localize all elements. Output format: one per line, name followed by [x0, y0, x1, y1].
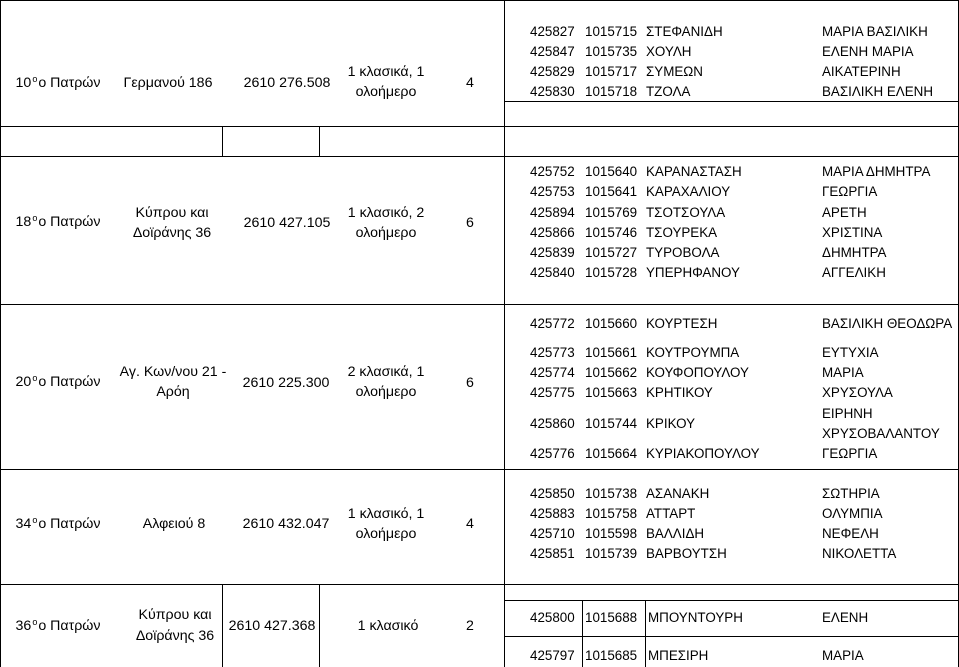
- student-code: 1015660: [585, 316, 638, 331]
- student-code: 1015739: [585, 546, 638, 561]
- school-phone: 2610 427.368: [228, 618, 316, 634]
- school-address: Κύπρου και: [138, 607, 212, 623]
- student-firstname: ΔΗΜΗΤΡΑ: [822, 245, 887, 260]
- row-border: [0, 304, 959, 305]
- student-count: 4: [466, 75, 474, 91]
- school-classes-2: ολοήμερο: [355, 526, 417, 542]
- student-surname: ΤΣΟΤΣΟΥΛΑ: [646, 205, 726, 220]
- student-id: 425772: [530, 316, 575, 331]
- student-code: 1015758: [585, 506, 638, 521]
- student-count: 2: [466, 618, 474, 634]
- school-classes-2: ολοήμερο: [355, 225, 417, 241]
- row-border: [0, 584, 959, 585]
- student-code: 1015718: [585, 84, 638, 99]
- student-surname: ΜΠΕΣΙΡΗ: [648, 648, 709, 663]
- student-id: 425839: [530, 245, 575, 260]
- school-address: Αλφειού 8: [142, 516, 206, 532]
- student-id: 425894: [530, 205, 575, 220]
- student-code: 1015663: [585, 385, 638, 400]
- student-firstname: ΝΕΦΕΛΗ: [822, 526, 879, 541]
- student-firstname: ΜΑΡΙΑ ΒΑΣΙΛΙΚΗ: [822, 24, 928, 39]
- student-count: 6: [466, 375, 474, 391]
- school-number: 34: [15, 516, 32, 532]
- student-surname: ΒΑΛΛΙΔΗ: [646, 526, 705, 541]
- student-code: 1015738: [585, 486, 638, 501]
- student-id: 425800: [530, 610, 575, 625]
- student-code: 1015598: [585, 526, 638, 541]
- student-firstname: ΟΛΥΜΠΙΑ: [822, 506, 883, 521]
- student-surname: ΧΟΥΛΗ: [646, 44, 692, 59]
- student-id: 425774: [530, 365, 575, 380]
- student-code: 1015769: [585, 205, 638, 220]
- student-firstname: ΣΩΤΗΡΙΑ: [822, 486, 880, 501]
- student-firstname: ΝΙΚΟΛΕΤΤΑ: [822, 546, 897, 561]
- school-address-2: Αρόη: [156, 384, 190, 400]
- row-border: [504, 600, 959, 601]
- school-suffix: ο Πατρών: [38, 374, 101, 390]
- student-surname: ΚΟΥΡΤΕΣΗ: [646, 316, 718, 331]
- school-classes: 1 κλασικό: [357, 618, 419, 634]
- row-border: [504, 101, 959, 102]
- student-surname: ΣΤΕΦΑΝΙΔΗ: [646, 24, 723, 39]
- student-id: 425851: [530, 546, 575, 561]
- student-surname: ΜΠΟΥΝΤΟΥΡΗ: [648, 610, 743, 625]
- col-border: [319, 584, 320, 667]
- student-surname: ΣΥΜΕΩΝ: [646, 64, 703, 79]
- student-firstname: ΕΙΡΗΝΗ: [822, 406, 873, 421]
- student-firstname: ΑΙΚΑΤΕΡΙΝΗ: [822, 64, 901, 79]
- school-classes: 1 κλασικό, 1: [347, 506, 425, 522]
- row-border: [0, 156, 959, 157]
- student-count: 4: [466, 516, 474, 532]
- row-border: [504, 636, 959, 637]
- student-firstname: ΑΓΓΕΛΙΚΗ: [822, 265, 886, 280]
- col-border: [504, 0, 505, 667]
- student-surname: ΑΣΑΝΑΚΗ: [646, 486, 710, 501]
- school-suffix: ο Πατρών: [38, 75, 101, 91]
- student-surname: ΚΥΡΙΑΚΟΠΟΥΛΟΥ: [646, 446, 760, 461]
- student-id: 425829: [530, 64, 575, 79]
- school-classes: 2 κλασικά, 1: [347, 364, 425, 380]
- student-code: 1015717: [585, 64, 638, 79]
- student-firstname: ΓΕΩΡΓΙΑ: [822, 446, 878, 461]
- student-id: 425753: [530, 184, 575, 199]
- school-suffix: ο Πατρών: [38, 618, 101, 634]
- student-id: 425883: [530, 506, 575, 521]
- student-code: 1015746: [585, 225, 638, 240]
- school-name: $36^oo$ Πατρών: [15, 617, 101, 634]
- student-surname: ΑΤΤΑΡΤ: [646, 506, 696, 521]
- student-code: 1015685: [585, 648, 638, 663]
- student-code: 1015661: [585, 345, 638, 360]
- student-firstname: ΕΛΕΝΗ ΜΑΡΙΑ: [822, 44, 914, 59]
- student-id: 425776: [530, 446, 575, 461]
- student-surname: ΚΟΥΤΡΟΥΜΠΑ: [646, 345, 740, 360]
- student-firstname: ΒΑΣΙΛΙΚΗ ΕΛΕΝΗ: [822, 84, 933, 99]
- school-address: Γερμανού 186: [123, 75, 213, 91]
- student-code: 1015727: [585, 245, 638, 260]
- col-border: [0, 0, 1, 667]
- student-code: 1015664: [585, 446, 638, 461]
- student-code: 1015688: [585, 610, 638, 625]
- school-classes-2: ολοήμερο: [355, 84, 417, 100]
- student-id: 425827: [530, 24, 575, 39]
- student-code: 1015728: [585, 265, 638, 280]
- row-border: [0, 469, 959, 470]
- student-id: 425840: [530, 265, 575, 280]
- col-border: [222, 584, 223, 667]
- school-classes: 1 κλασικά, 1: [347, 64, 425, 80]
- student-id: 425847: [530, 44, 575, 59]
- student-firstname: ΜΑΡΙΑ: [822, 648, 864, 663]
- school-phone: 2610 432.047: [242, 516, 330, 532]
- student-surname: ΤΥΡΟΒΟΛΑ: [646, 245, 720, 260]
- school-phone: 2610 225.300: [242, 375, 330, 391]
- school-number: 36: [15, 618, 32, 634]
- school-phone: 2610 276.508: [243, 75, 331, 91]
- school-number: 20: [15, 374, 32, 390]
- school-classes: 1 κλασικό, 2: [347, 205, 425, 221]
- school-classes-2: ολοήμερο: [355, 384, 417, 400]
- student-surname: ΚΑΡΑΝΑΣΤΑΣΗ: [646, 164, 742, 179]
- student-surname: ΒΑΡΒΟΥΤΣΗ: [646, 546, 727, 561]
- student-firstname: ΜΑΡΙΑ ΔΗΜΗΤΡΑ: [822, 164, 931, 179]
- student-count: 6: [466, 215, 474, 231]
- col-border: [645, 600, 646, 667]
- student-surname: ΚΑΡΑΧΑΛΙΟΥ: [646, 184, 731, 199]
- student-code: 1015662: [585, 365, 638, 380]
- school-name: $20^oo$ Πατρών: [15, 373, 101, 390]
- col-border: [222, 126, 223, 156]
- student-id: 425797: [530, 648, 575, 663]
- student-firstname: ΕΥΤΥΧΙΑ: [822, 345, 879, 360]
- student-code: 1015640: [585, 164, 638, 179]
- row-border: [0, 0, 959, 1]
- school-suffix: ο Πατρών: [38, 214, 101, 230]
- student-id: 425773: [530, 345, 575, 360]
- school-number: 10: [15, 75, 32, 91]
- student-firstname: ΓΕΩΡΓΙΑ: [822, 184, 878, 199]
- col-border: [582, 600, 583, 667]
- student-code: 1015744: [585, 416, 638, 431]
- student-firstname: ΕΛΕΝΗ: [822, 610, 869, 625]
- student-code: 1015715: [585, 24, 638, 39]
- student-id: 425710: [530, 526, 575, 541]
- col-border: [319, 126, 320, 156]
- school-name: $34^oo$ Πατρών: [15, 515, 101, 532]
- student-id: 425850: [530, 486, 575, 501]
- student-code: 1015641: [585, 184, 638, 199]
- student-code: 1015735: [585, 44, 638, 59]
- school-phone: 2610 427.105: [243, 215, 331, 231]
- student-surname: ΚΟΥΦΟΠΟΥΛΟΥ: [646, 365, 749, 380]
- student-surname: ΚΡΙΚΟΥ: [646, 416, 696, 431]
- school-number: 18: [15, 214, 32, 230]
- student-surname: ΤΣΟΥΡΕΚΑ: [646, 225, 718, 240]
- school-address-2: Δοϊράνης 36: [135, 628, 215, 644]
- row-border: [0, 126, 959, 127]
- student-firstname: ΜΑΡΙΑ: [822, 365, 864, 380]
- student-id: 425775: [530, 385, 575, 400]
- student-id: 425830: [530, 84, 575, 99]
- student-id: 425866: [530, 225, 575, 240]
- school-suffix: ο Πατρών: [38, 516, 101, 532]
- school-address-2: Δοϊράνης 36: [132, 225, 212, 241]
- student-id: 425752: [530, 164, 575, 179]
- student-surname: ΥΠΕΡΗΦΑΝΟΥ: [646, 265, 740, 280]
- student-firstname: ΒΑΣΙΛΙΚΗ ΘΕΟΔΩΡΑ: [822, 316, 953, 331]
- student-id: 425860: [530, 416, 575, 431]
- school-address: Κύπρου και: [135, 205, 209, 221]
- student-firstname: ΧΡΙΣΤΙΝΑ: [822, 225, 883, 240]
- student-surname: ΤΖΟΛΑ: [646, 84, 691, 99]
- school-name: $10^oo$ Πατρών: [15, 74, 101, 91]
- school-name: $18^oo$ Πατρών: [15, 213, 101, 230]
- student-firstname-2: ΧΡΥΣΟΒΑΛΑΝΤΟΥ: [822, 426, 940, 441]
- student-surname: ΚΡΗΤΙΚΟΥ: [646, 385, 713, 400]
- school-address: Αγ. Κων/νου 21 -: [119, 364, 227, 380]
- student-firstname: ΑΡΕΤΗ: [822, 205, 867, 220]
- student-firstname: ΧΡΥΣΟΥΛΑ: [822, 385, 893, 400]
